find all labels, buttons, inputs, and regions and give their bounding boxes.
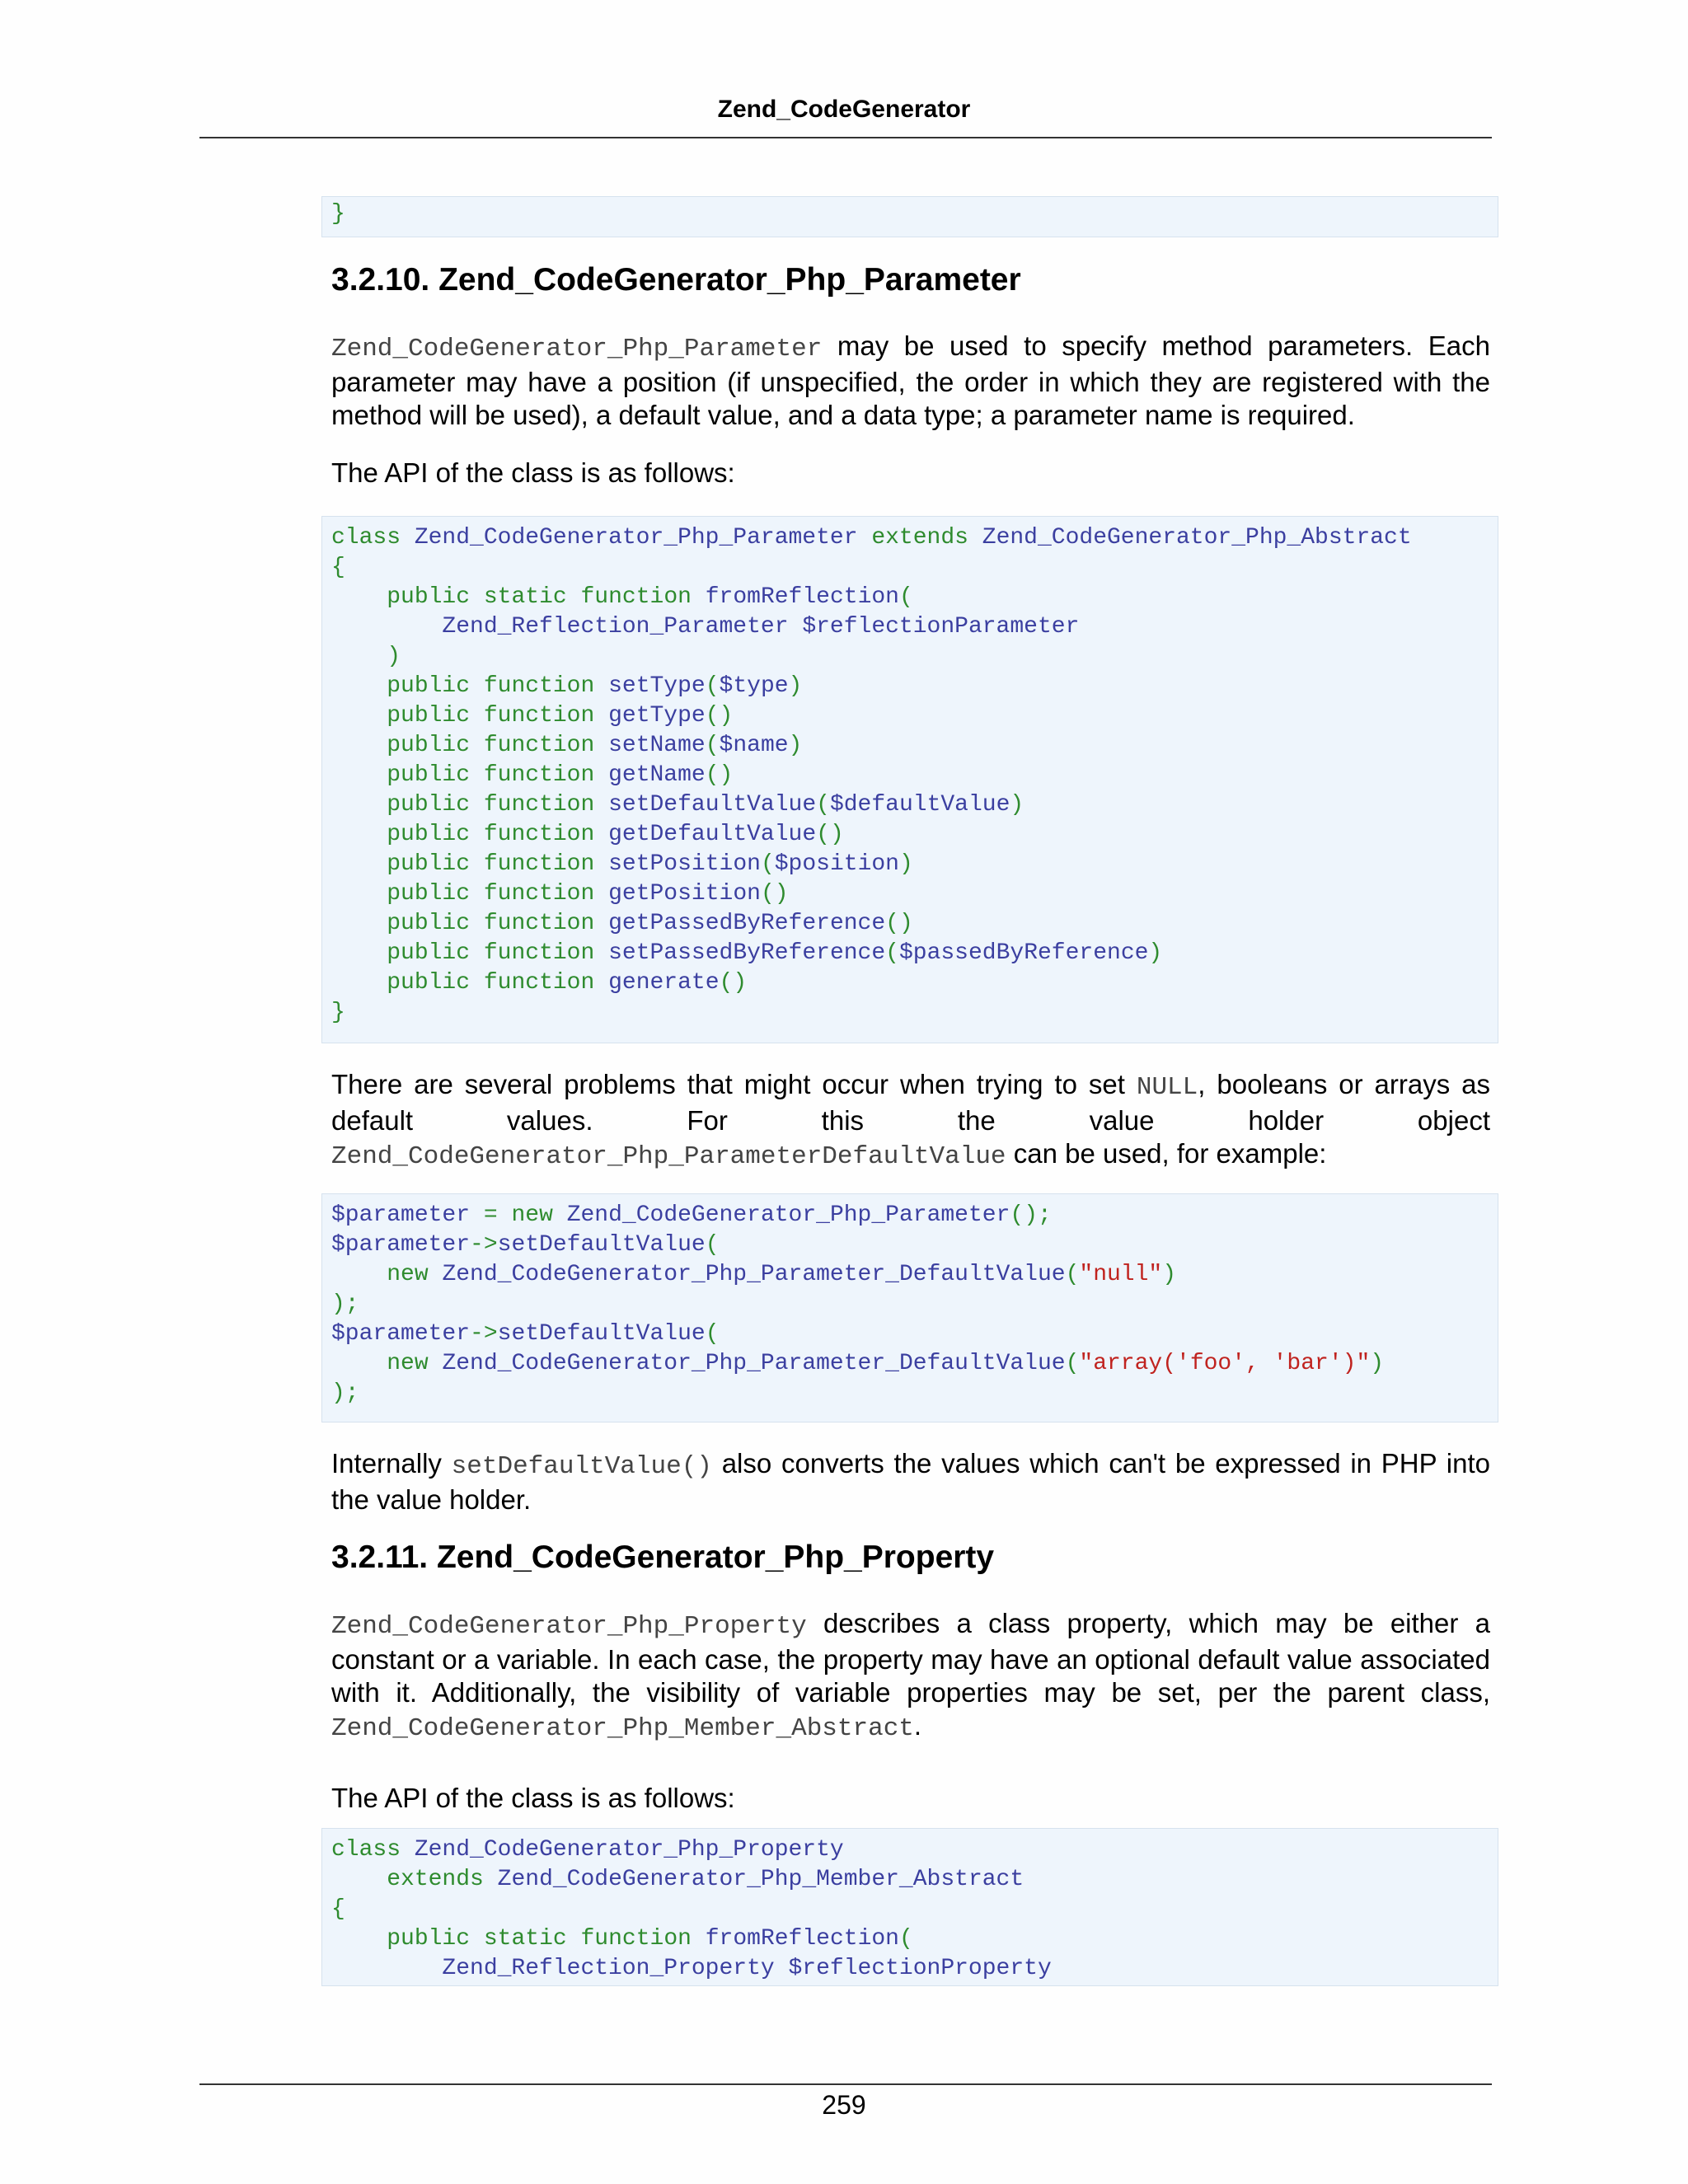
paragraph-parameter-intro xyxy=(331,330,1490,432)
code-block-continued: } xyxy=(321,196,1498,237)
inline-code: Zend_CodeGenerator_Php_Member_Abstract xyxy=(331,1714,914,1743)
running-header: Zend_CodeGenerator xyxy=(717,96,971,123)
code-block-property-api: class Zend_CodeGenerator_Php_Property extends Zend_CodeGenerator_Php_Member_Abstract { public static function fromReflection( Zend_Reflection_Property $reflectionProperty xyxy=(321,1828,1498,1986)
section-heading-3-2-10: 3.2.10. Zend_CodeGenerator_Php_Parameter xyxy=(331,262,1021,298)
page-number: 259 xyxy=(822,2090,866,2120)
section-heading-3-2-11: 3.2.11. Zend_CodeGenerator_Php_Property xyxy=(331,1540,995,1575)
code-block-default-value-example: $parameter = new Zend_CodeGenerator_Php_Parameter(); $parameter->setDefaultValue( new Zend_CodeGenerator_Php_Parameter_DefaultValue("null") ); $parameter->setDefaultValue( new Zend_CodeGenerator_Php_Parameter_DefaultValue("array('foo', 'bar')") ); xyxy=(321,1193,1498,1422)
paragraph-text: may be used to specify method parameters. Each parameter may have a position (if unspecified, the order in which they are registered with the method will be used), a default value, and a data type; a parameter name is required. xyxy=(331,330,1490,430)
paragraph-text: . xyxy=(913,1710,922,1741)
code-block-parameter-api: class Zend_CodeGenerator_Php_Parameter extends Zend_CodeGenerator_Php_Abstract { public static function fromReflection( Zend_Reflection_Parameter $reflectionParameter ) public function setType($type) public function getType() public function setName($name) public function getName() public function setDefaultValue($defaultValue) public function getDefaultValue() public function setPosition($position) public function getPosition() public function getPassedByReference() public function setPassedByReference($passedByReference) public function generate() } xyxy=(321,516,1498,1043)
paragraph-text: also converts the values which can't be expressed in PHP into the value holder. xyxy=(331,1448,1490,1515)
inline-code: setDefaultValue() xyxy=(451,1452,712,1481)
header-rule xyxy=(199,137,1492,138)
inline-code: Zend_CodeGenerator_Php_ParameterDefaultValue xyxy=(331,1142,1006,1171)
paragraph-text: can be used, for example: xyxy=(1006,1138,1327,1169)
paragraph-text: describes a class property, which may be either a constant or a variable. In each case, the property may have an optional default value associated with it. Additionally, the visibility of variable properties may be set, per the parent class, xyxy=(331,1608,1490,1708)
paragraph-property-intro xyxy=(331,1607,1490,1746)
footer-rule xyxy=(199,2083,1492,2085)
inline-code: NULL xyxy=(1136,1073,1198,1102)
paragraph-internally xyxy=(331,1447,1490,1516)
inline-code: Zend_CodeGenerator_Php_Property xyxy=(331,1612,807,1641)
paragraph-text: , booleans or arrays as default values. For this the value holder object xyxy=(331,1069,1490,1136)
paragraph-default-value-problems xyxy=(331,1068,1490,1174)
paragraph-api-intro: The API of the class is as follows: xyxy=(331,457,735,488)
inline-code: Zend_CodeGenerator_Php_Parameter xyxy=(331,335,823,363)
paragraph-api-intro-property: The API of the class is as follows: xyxy=(331,1783,735,1813)
paragraph-text: Internally xyxy=(331,1448,452,1479)
paragraph-text: There are several problems that might occur when trying to set xyxy=(331,1069,1137,1099)
